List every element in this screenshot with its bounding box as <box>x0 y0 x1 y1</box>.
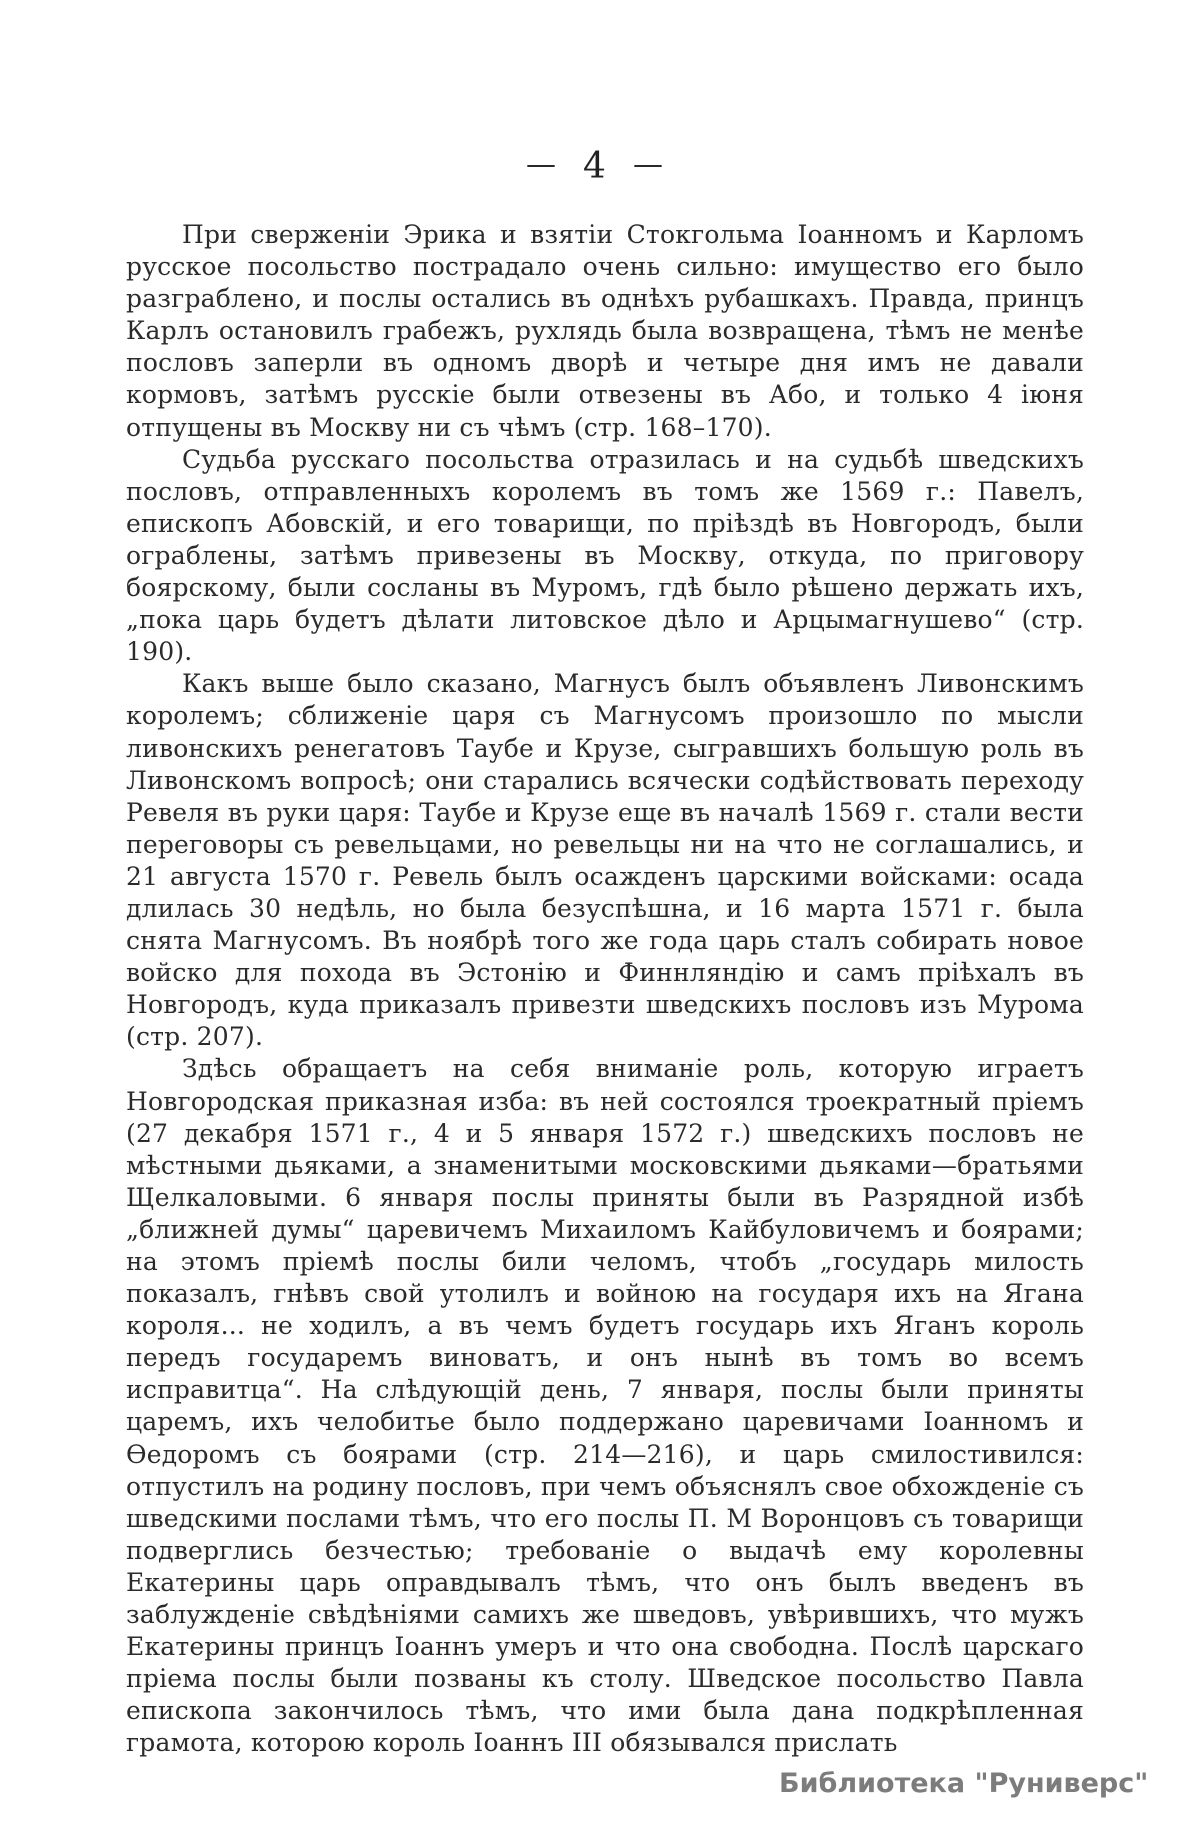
page-text-block <box>126 219 1084 1760</box>
page-number-header <box>0 146 1190 187</box>
body-paragraph-3: Какъ выше было сказано, Магнусъ былъ объявленъ Ливонскимъ королемъ; сближеніе царя съ Магнусомъ произошло по мысли ливонскихъ ренегатовъ Таубе и Крузе, сыгравшихъ большую роль въ Ливонскомъ вопросѣ; они старались всячески содѣйствовать переходу Ревеля въ руки царя: Таубе и Крузе еще въ началѣ 1569 г. стали вести переговоры съ ревельцами, но ревельцы ни на что не соглашались, и 21 августа 1570 г. Ревель былъ осажденъ царскими войсками: осада длилась 30 недѣль, но была безуспѣшна, и 16 марта 1571 г. была снята Магнусомъ. Въ ноябрѣ того же года царь сталъ собирать новое войско для похода въ Эстонію и Финнляндію и самъ пріѣхалъ въ Новгородъ, куда приказалъ привезти шведскихъ пословъ изъ Мурома (стр. 207). <box>126 669 1084 1052</box>
folio-dash-left: — <box>526 147 558 182</box>
folio-dash-right: — <box>632 147 664 182</box>
body-paragraph-4: Здѣсь обращаетъ на себя вниманіе роль, которую играетъ Новгородская приказная изба: въ ней состоялся троекратный пріемъ (27 декабря 1571 г., 4 и 5 января 1572 г.) шведскихъ пословъ не мѣстными дьяками, а знаменитыми московскими дьяками—братьями Щелкаловыми. 6 января послы приняты были въ Разрядной избѣ „ближней думы“ царевичемъ Михаиломъ Кайбуловичемъ и боярами; на этомъ пріемѣ послы били челомъ, чтобъ „государь милость показалъ, гнѣвъ свой утолилъ и войною на государя ихъ на Ягана короля... не ходилъ, а въ чемъ будетъ государь ихъ Яганъ король передъ государемъ виноватъ, и онъ нынѣ въ томъ во всемъ исправитца“. На слѣдующій день, 7 января, послы были приняты царемъ, ихъ челобитье было поддержано царевичами Іоанномъ и Ѳедоромъ съ боярами (стр. 214—216), и царь смилостивился: отпустилъ на родину пословъ, при чемъ объяснялъ свое обхожденіе съ шведскими послами тѣмъ, что его послы П. М Воронцовъ съ товарищи подверглись безчестью; требованіе о выдачѣ ему королевны Екатерины царь оправдывалъ тѣмъ, что онъ былъ введенъ въ заблужденіе свѣдѣніями самихъ же шведовъ, увѣрившихъ, что мужъ Екатерины принцъ Іоаннъ умеръ и что она свободна. Послѣ царскаго пріема послы были позваны къ столу. Шведское посольство Павла епископа закончилось тѣмъ, что ими была дана подкрѣпленная грамота, которою король Іоаннъ III обязывался прислать <box>126 1054 1084 1758</box>
body-paragraph-2: Судьба русскаго посольства отразилась и на судьбѣ шведскихъ пословъ, отправленныхъ королемъ въ томъ же 1569 г.: Павелъ, епископъ Абовскій, и его товарищи, по пріѣздѣ въ Новгородъ, были ограблены, затѣмъ привезены въ Москву, откуда, по приговору боярскому, были сосланы въ Муромъ, гдѣ было рѣшено держать ихъ, „пока царь будетъ дѣлати литовское дѣло и Арцымагнушево“ (стр. 190). <box>126 444 1084 667</box>
body-paragraph-1: При сверженіи Эрика и взятіи Стокгольма Іоанномъ и Карломъ русское посольство пострадало очень сильно: имущество его было разграблено, и послы остались въ однѣхъ рубашкахъ. Правда, принцъ Карлъ остановилъ грабежъ, рухлядь была возвращена, тѣмъ не менѣе пословъ заперли въ одномъ дворѣ и четыре дня имъ не давали кормовъ, затѣмъ русскіе были отвезены въ Або, и только 4 іюня отпущены въ Москву ни съ чѣмъ (стр. 168–170). <box>126 220 1084 442</box>
library-watermark: Библиотека "Руниверс" <box>779 1768 1149 1799</box>
folio-number: 4 <box>583 146 607 187</box>
